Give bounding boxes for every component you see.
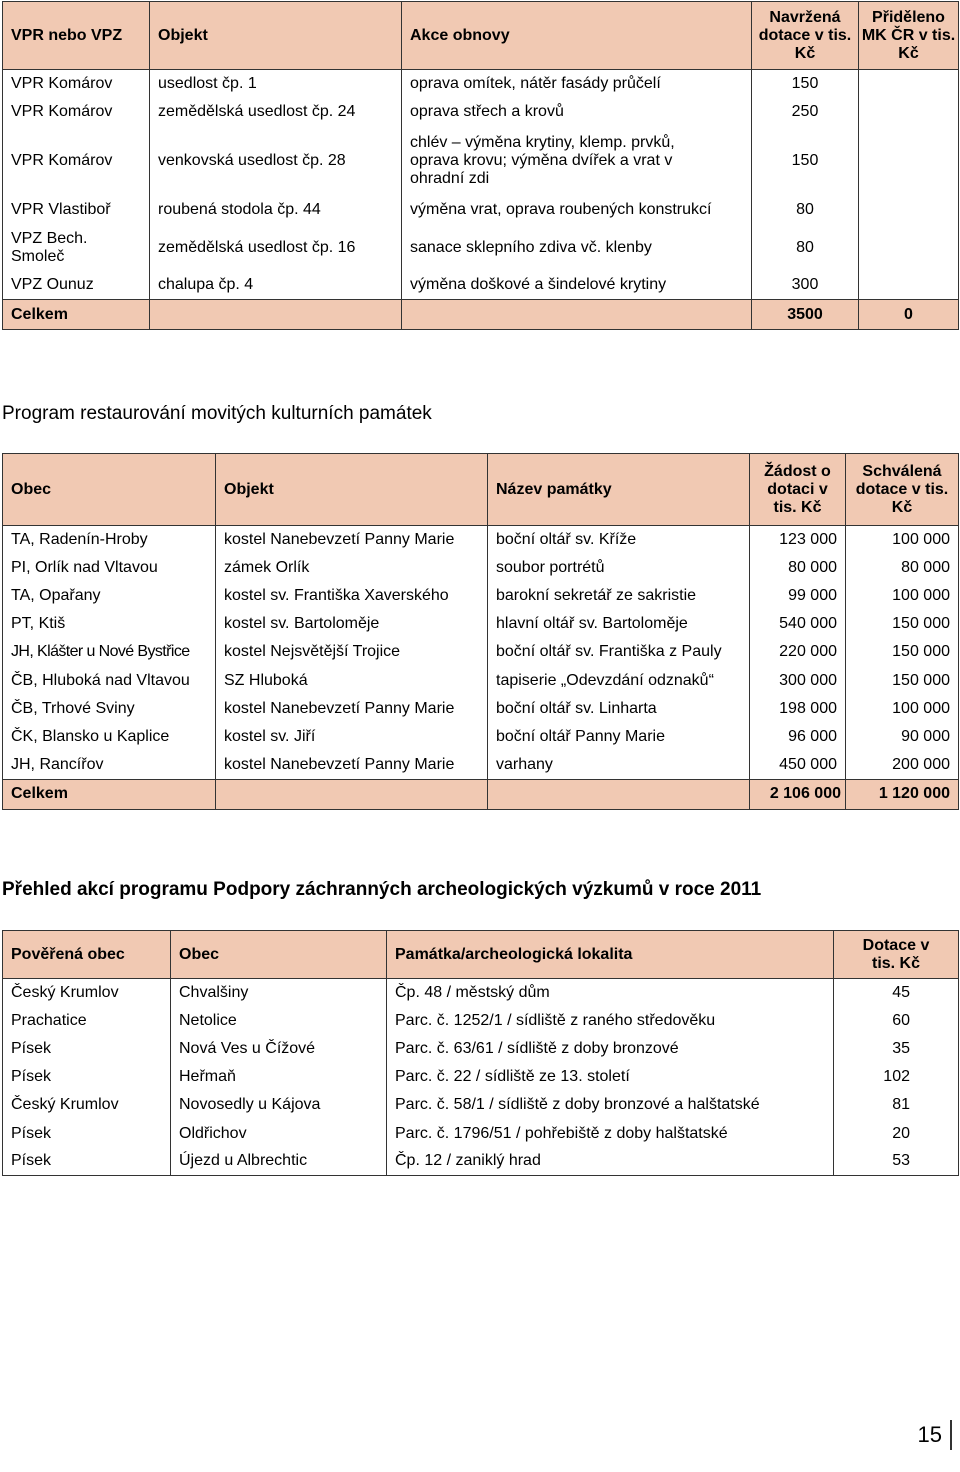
cell: 35 (834, 1035, 959, 1063)
cell: varhany (488, 751, 750, 779)
table-row (3, 98, 959, 126)
total-proposed: 3500 (752, 300, 859, 330)
cell: kostel Nejsvětější Trojice (216, 638, 488, 666)
table-row (3, 723, 959, 751)
cell: 220 000 (750, 638, 846, 666)
cell: zámek Orlík (216, 554, 488, 582)
cell (859, 98, 959, 126)
total-assigned: 0 (859, 300, 959, 330)
cell: oprava střech a krovů (402, 98, 752, 126)
cell: chalupa čp. 4 (150, 272, 402, 300)
table-header-row (3, 2, 959, 70)
cell: kostel Nanebevzetí Panny Marie (216, 751, 488, 779)
table-row (3, 666, 959, 694)
cell (402, 300, 752, 330)
table-row (3, 610, 959, 638)
cell: výměna doškové a šindelové krytiny (402, 272, 752, 300)
cell: VPR Komárov (3, 98, 150, 126)
cell (859, 196, 959, 224)
cell: usedlost čp. 1 (150, 70, 402, 98)
cell: Písek (3, 1063, 171, 1091)
cell: 150 000 (846, 610, 959, 638)
col-header: Pověřená obec (3, 931, 171, 979)
cell: 100 000 (846, 526, 959, 554)
cell: PI, Orlík nad Vltavou (3, 554, 216, 582)
cell: JH, Rancířov (3, 751, 216, 779)
cell: kostel sv. Jiří (216, 723, 488, 751)
cell: kostel sv. Bartoloměje (216, 610, 488, 638)
col-header: Akce obnovy (402, 2, 752, 70)
cell: 200 000 (846, 751, 959, 779)
cell: boční oltář sv. Kříže (488, 526, 750, 554)
cell: chlév – výměna krytiny, klemp. prvků, oprava krovu; výměna dvířek a vrat v ohradní zdi (402, 126, 752, 196)
cell: 150 000 (846, 666, 959, 694)
table-row (3, 979, 959, 1007)
cell: tapiserie „Odevzdání odznaků“ (488, 666, 750, 694)
table-row (3, 1007, 959, 1035)
cell: Netolice (171, 1007, 387, 1035)
cell: Parc. č. 1796/51 / pohřebiště z doby halštatské (387, 1119, 834, 1147)
cell: Heřmaň (171, 1063, 387, 1091)
cell: 150 (752, 126, 859, 196)
cell: TA, Radenín-Hroby (3, 526, 216, 554)
table-row (3, 582, 959, 610)
cell: VPR Komárov (3, 70, 150, 98)
cell: hlavní oltář sv. Bartoloměje (488, 610, 750, 638)
col-header: Název památky (488, 454, 750, 526)
page-number: 15 (918, 1420, 952, 1450)
cell: soubor portrétů (488, 554, 750, 582)
cell: Písek (3, 1148, 171, 1176)
table-row (3, 224, 959, 272)
cell: VPR Komárov (3, 126, 150, 196)
cell: Novosedly u Kájova (171, 1091, 387, 1119)
col-header: Obec (3, 454, 216, 526)
cell: 90 000 (846, 723, 959, 751)
cell: zemědělská usedlost čp. 16 (150, 224, 402, 272)
cell: TA, Opařany (3, 582, 216, 610)
cell: 300 (752, 272, 859, 300)
cell: SZ Hluboká (216, 666, 488, 694)
cell: boční oltář sv. Františka z Pauly (488, 638, 750, 666)
cell: Parc. č. 22 / sídliště ze 13. století (387, 1063, 834, 1091)
table-row (3, 1148, 959, 1176)
table-row (3, 554, 959, 582)
cell: venkovská usedlost čp. 28 (150, 126, 402, 196)
cell: výměna vrat, oprava roubených konstrukcí (402, 196, 752, 224)
cell (859, 126, 959, 196)
cell: kostel Nanebevzetí Panny Marie (216, 526, 488, 554)
cell: Písek (3, 1035, 171, 1063)
col-header: Navržená dotace v tis. Kč (752, 2, 859, 70)
cell: sanace sklepního zdiva vč. klenby (402, 224, 752, 272)
cell: 81 (834, 1091, 959, 1119)
cell: JH, Klášter u Nové Bystřice (3, 638, 216, 666)
col-header: Žádost o dotaci v tis. Kč (750, 454, 846, 526)
col-header: Památka/archeologická lokalita (387, 931, 834, 979)
cell: roubená stodola čp. 44 (150, 196, 402, 224)
cell (859, 70, 959, 98)
cell: 80 000 (750, 554, 846, 582)
cell: Parc. č. 63/61 / sídliště z doby bronzové (387, 1035, 834, 1063)
cell: barokní sekretář ze sakristie (488, 582, 750, 610)
cell (150, 300, 402, 330)
cell: ČB, Hluboká nad Vltavou (3, 666, 216, 694)
cell: Český Krumlov (3, 979, 171, 1007)
table-row (3, 695, 959, 723)
col-header: Schválená dotace v tis. Kč (846, 454, 959, 526)
table-row (3, 526, 959, 554)
cell: 80 (752, 224, 859, 272)
cell: Parc. č. 58/1 / sídliště z doby bronzové a halštatské (387, 1091, 834, 1119)
cell: boční oltář sv. Linharta (488, 695, 750, 723)
cell: Český Krumlov (3, 1091, 171, 1119)
cell: zemědělská usedlost čp. 24 (150, 98, 402, 126)
cell: 150 000 (846, 638, 959, 666)
cell: Chvalšiny (171, 979, 387, 1007)
cell (488, 779, 750, 809)
cell: VPZ Ounuz (3, 272, 150, 300)
cell: 80 (752, 196, 859, 224)
cell: Oldřichov (171, 1119, 387, 1147)
cell: ČB, Trhové Sviny (3, 695, 216, 723)
cell: VPR Vlastiboř (3, 196, 150, 224)
cell: kostel sv. Františka Xaverského (216, 582, 488, 610)
cell: 102 (834, 1063, 959, 1091)
cell: Písek (3, 1119, 171, 1147)
cell: Čp. 48 / městský dům (387, 979, 834, 1007)
table-row (3, 272, 959, 300)
cell (216, 779, 488, 809)
table-row (3, 638, 959, 666)
cell: oprava omítek, nátěr fasády průčelí (402, 70, 752, 98)
col-header: Obec (171, 931, 387, 979)
cell: 450 000 (750, 751, 846, 779)
total-approved: 1 120 000 (846, 779, 959, 809)
table-row (3, 1091, 959, 1119)
table-header-row (3, 931, 959, 979)
cell: Čp. 12 / zaniklý hrad (387, 1148, 834, 1176)
cell: 540 000 (750, 610, 846, 638)
table-row (3, 70, 959, 98)
total-label: Celkem (3, 300, 150, 330)
cell: ČK, Blansko u Kaplice (3, 723, 216, 751)
cell: 123 000 (750, 526, 846, 554)
cell: Parc. č. 1252/1 / sídliště z raného středověku (387, 1007, 834, 1035)
cell: 300 000 (750, 666, 846, 694)
col-header: Objekt (150, 2, 402, 70)
table-row (3, 126, 959, 196)
cell: 53 (834, 1148, 959, 1176)
cell: Újezd u Albrechtic (171, 1148, 387, 1176)
total-row (3, 300, 959, 330)
renovation-table (2, 1, 959, 330)
total-row (3, 779, 959, 809)
archaeology-table (2, 930, 959, 1176)
section-heading: Přehled akcí programu Podpory záchranných archeologických výzkumů v roce 2011 (2, 879, 762, 900)
cell: VPZ Bech. Smoleč (3, 224, 150, 272)
cell: 96 000 (750, 723, 846, 751)
table-row (3, 196, 959, 224)
cell: kostel Nanebevzetí Panny Marie (216, 695, 488, 723)
cell: PT, Ktiš (3, 610, 216, 638)
cell: 100 000 (846, 695, 959, 723)
table-row (3, 1063, 959, 1091)
col-header: Dotace v tis. Kč (834, 931, 959, 979)
cell: 250 (752, 98, 859, 126)
section-heading: Program restaurování movitých kulturních památek (2, 403, 432, 424)
table-row (3, 751, 959, 779)
col-header: Objekt (216, 454, 488, 526)
cell: 100 000 (846, 582, 959, 610)
total-requested: 2 106 000 (750, 779, 846, 809)
cell: Prachatice (3, 1007, 171, 1035)
col-header: VPR nebo VPZ (3, 2, 150, 70)
col-header: Přiděleno MK ČR v tis. Kč (859, 2, 959, 70)
cell: 20 (834, 1119, 959, 1147)
cell: boční oltář Panny Marie (488, 723, 750, 751)
cell: 60 (834, 1007, 959, 1035)
total-label: Celkem (3, 779, 216, 809)
table-row (3, 1035, 959, 1063)
cell: 99 000 (750, 582, 846, 610)
cell: 45 (834, 979, 959, 1007)
cell: 150 (752, 70, 859, 98)
cell: 198 000 (750, 695, 846, 723)
cell: 80 000 (846, 554, 959, 582)
cell: Nová Ves u Čížové (171, 1035, 387, 1063)
cell (859, 224, 959, 272)
cell (859, 272, 959, 300)
table-header-row (3, 454, 959, 526)
table-row (3, 1119, 959, 1147)
restoration-table (2, 453, 959, 810)
